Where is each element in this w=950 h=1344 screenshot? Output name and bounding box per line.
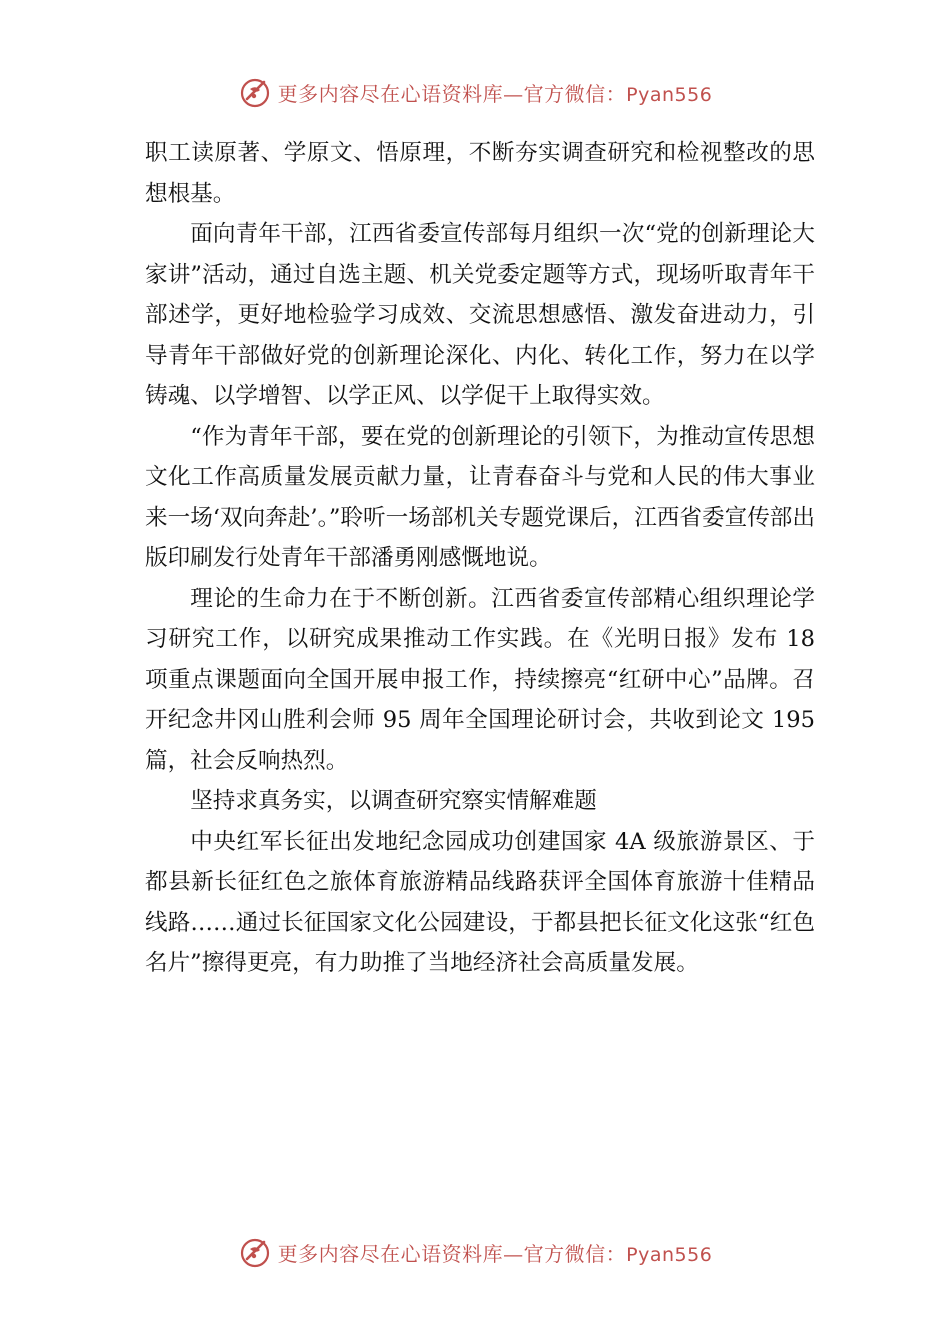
- pen-logo-icon: [238, 75, 272, 109]
- banner-wechat-label: 官方微信：: [523, 1241, 627, 1266]
- section-heading: 坚持求真务实，以调查研究察实情解难题: [190, 788, 597, 814]
- document-body: [145, 133, 815, 984]
- banner-wechat-id: Pyan556: [626, 1243, 713, 1266]
- footer-banner: [0, 1232, 950, 1272]
- banner-site-text: 更多内容尽在心语资料库: [277, 81, 504, 106]
- paragraph-5: 中央红军长征出发地纪念园成功创建国家 4A 级旅游景区、于都县新长征红色之旅体育旅游精品线路获评全国体育旅游十佳精品线路……通过长征国家文化公园建设，于都县把长征文化这张“红色名片”擦得更亮，有力助推了当地经济社会高质量发展。: [145, 828, 815, 976]
- banner-separator: —: [503, 81, 524, 106]
- paragraph-1: 职工读原著、学原文、悟原理，不断夯实调查研究和检视整改的思想根基。: [145, 140, 815, 207]
- pen-logo-icon: [238, 1235, 272, 1269]
- banner-site-text: 更多内容尽在心语资料库: [277, 1241, 504, 1266]
- banner-wechat-label: 官方微信：: [523, 81, 627, 106]
- banner-wechat-id: Pyan556: [626, 83, 713, 106]
- header-banner-content: [238, 75, 713, 109]
- paragraph-2: 面向青年干部，江西省委宣传部每月组织一次“党的创新理论大家讲”活动，通过自选主题、机关党委定题等方式，现场听取青年干部述学，更好地检验学习成效、交流思想感悟、激发奋进动力，引导青年干部做好党的创新理论深化、内化、转化工作，努力在以学铸魂、以学增智、以学正风、以学促干上取得实效。: [145, 221, 815, 409]
- paragraph-4: 理论的生命力在于不断创新。江西省委宣传部精心组织理论学习研究工作，以研究成果推动工作实践。在《光明日报》发布 18 项重点课题面向全国开展申报工作，持续擦亮“红研中心”品牌。召开纪念井冈山胜利会师 95 周年全国理论研讨会，共收到论文 195 篇，社会反响热烈。: [145, 585, 815, 774]
- header-banner: [0, 72, 950, 112]
- banner-separator: —: [503, 1241, 524, 1266]
- footer-banner-content: [238, 1235, 713, 1269]
- paragraph-3: “作为青年干部，要在党的创新理论的引领下，为推动宣传思想文化工作高质量发展贡献力量，让青春奋斗与党和人民的伟大事业来一场‘双向奔赴’。”聆听一场部机关专题党课后，江西省委宣传部出版印刷发行处青年干部潘勇刚感慨地说。: [145, 423, 815, 571]
